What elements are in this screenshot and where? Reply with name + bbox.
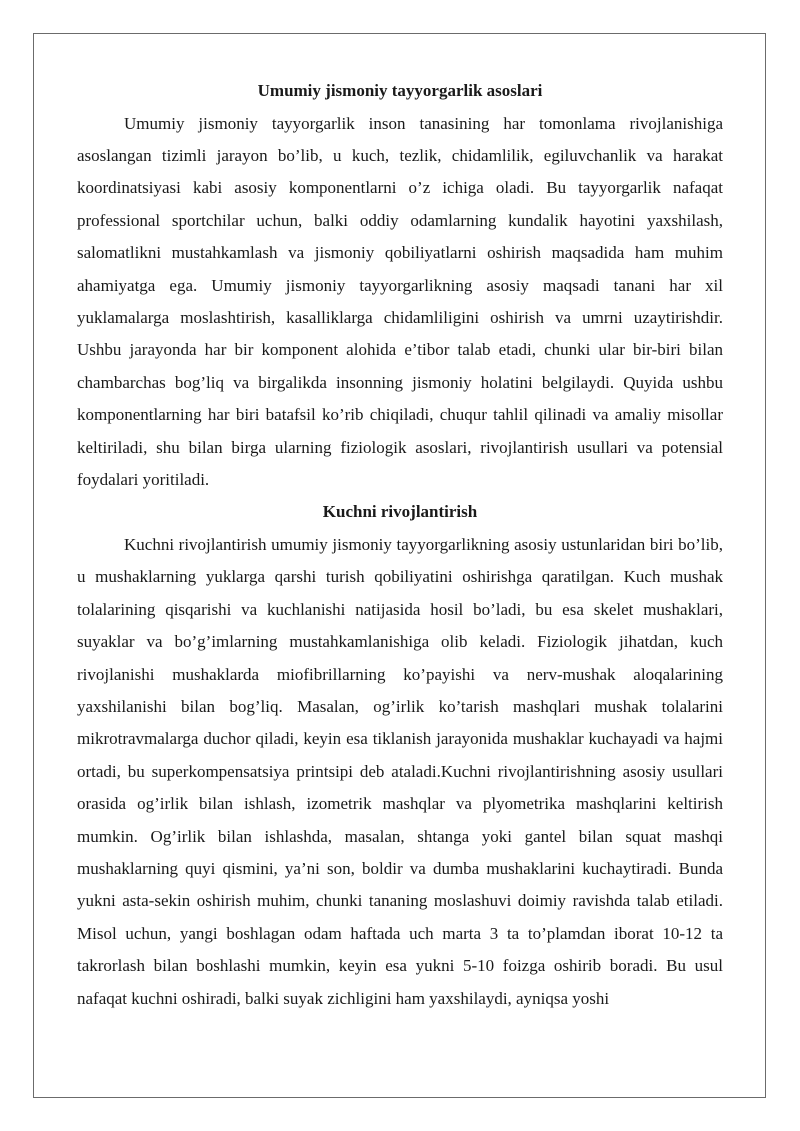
- section-heading: Kuchni rivojlantirish: [322, 502, 478, 522]
- intro-paragraph: Umumiy jismoniy tayyorgarlik inson tanasining har tomonlama rivojlanishiga asoslangan tizimli jarayon bo’lib, u kuch, tezlik, chidamlilik, egiluvchanlik va harakat koordinatsiyasi kabi asosiy komponentlarni o’z ichiga oladi. Bu tayyorgarlik nafaqat professional sportchilar uchun, balki oddiy odamlarning kundalik hayotini yaxshilash, salomatlikni mustahkamlash va jismoniy qobiliyatlarni oshirish maqsadida ham muhim ahamiyatga ega. Umumiy jismoniy tayyorgarlikning asosiy maqsadi tanani har xil yuklamalarga moslashtirish, kasalliklarga chidamliligini oshirish va umrni uzaytirishdir. Ushbu jarayonda har bir komponent alohida e’tibor talab etadi, chunki ular bir-biri bilan chambarchas bog’liq va birgalikda insonning jismoniy holatini belgilaydi. Quyida ushbu komponentlarning har biri batafsil ko’rib chiqiladi, chuqur tahlil qilinadi va amaliy misollar keltiriladi, shu bilan birga ularning fiziologik asoslari, rivojlantirish usullari va potensial foydalari yoritiladi.: [77, 113, 723, 489]
- document-title: Umumiy jismoniy tayyorgarlik asoslari: [257, 81, 543, 100]
- document-body: [77, 78, 723, 1015]
- section-paragraph: Kuchni rivojlantirish umumiy jismoniy tayyorgarlikning asosiy ustunlaridan biri bo’lib, u mushaklarning yuklarga qarshi turish qobiliyatini oshirishga qaratilgan. Kuch mushak tolalarining qisqarishi va kuchlanishi natijasida hosil bo’ladi, bu esa skelet mushaklari, suyaklar va bo’g’imlarning mustahkamlanishiga olib keladi. Fiziologik jihatdan, kuch rivojlanishi mushaklarda miofibrillarning ko’payishi va nerv-mushak aloqalarining yaxshilanishi bilan bog’liq. Masalan, og’irlik ko’tarish mashqlari mushak tolalarini mikrotravmalarga duchor qiladi, keyin esa tiklanish jarayonida mushaklar kuchayadi va hajmi ortadi, bu superkompensatsiya printsipi deb ataladi.Kuchni rivojlantirishning asosiy usullari orasida og’irlik bilan ishlash, izometrik mashqlar va plyometrika mashqlarini keltirish mumkin. Og’irlik bilan ishlashda, masalan, shtanga yoki gantel bilan squat mashqi mushaklarning quyi qismini, ya’ni son, boldir va dumba mushaklarini kuchaytiradi. Bunda yukni asta-sekin oshirish muhim, chunki tananing moslashuvi doimiy ravishda talab etiladi. Misol uchun, yangi boshlagan odam haftada uch marta 3 ta to’plamdan iborat 10-12 ta takrorlash bilan boshlashi mumkin, keyin esa yukni 5-10 foizga oshirib boradi. Bu usul nafaqat kuchni oshiradi, balki suyak zichligini ham yaxshilaydi, ayniqsa yoshi: [77, 534, 723, 1008]
